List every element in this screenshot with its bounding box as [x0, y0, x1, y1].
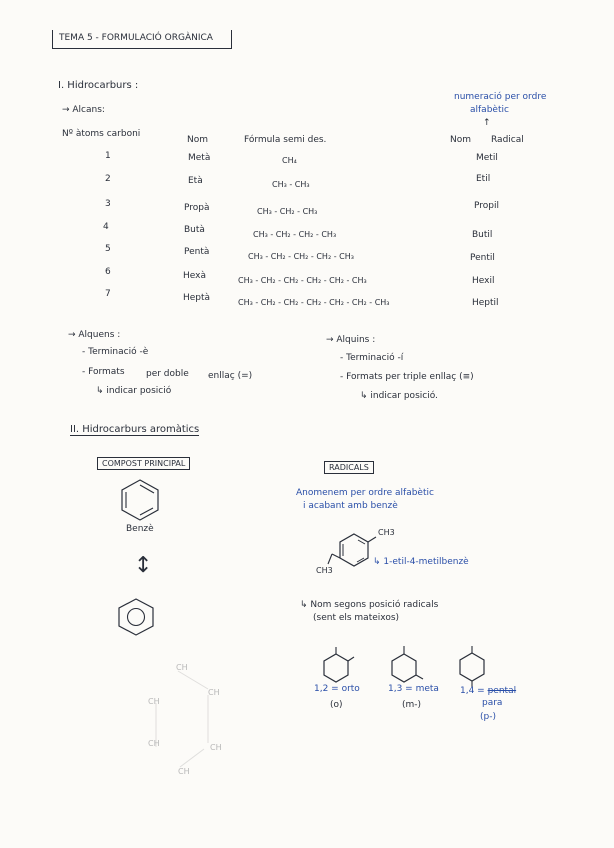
- alquins-title: → Alquins :: [326, 335, 376, 345]
- compost-principal-label: COMPOST PRINCIPAL: [102, 459, 186, 468]
- radicals-label: RADICALS: [329, 463, 369, 472]
- meta-abbr: (m-): [402, 700, 422, 710]
- row-name: Metà: [188, 153, 211, 163]
- row-formula: CH₃ - CH₃: [272, 180, 310, 189]
- row-atoms: 4: [103, 222, 109, 232]
- radicals-box: [324, 461, 374, 474]
- row-radical: Propil: [474, 201, 499, 211]
- row-atoms: 1: [105, 151, 111, 161]
- row-name: Propà: [184, 203, 210, 213]
- row-formula: CH₃ - CH₂ - CH₂ - CH₂ - CH₂ - CH₃: [238, 276, 367, 285]
- numbering-note-line1: numeració per ordre: [454, 92, 547, 102]
- alquens-title: → Alquens :: [68, 330, 121, 340]
- example-name: ↳ 1-etil-4-metilbenzè: [373, 557, 469, 567]
- row-formula: CH₃ - CH₂ - CH₃: [257, 207, 318, 216]
- row-name: Pentà: [184, 247, 210, 257]
- row-radical: Metil: [476, 153, 498, 163]
- compost-principal-box: [97, 457, 190, 470]
- col-name-header: Nom: [187, 135, 209, 145]
- row-formula: CH₃ - CH₂ - CH₂ - CH₂ - CH₃: [248, 252, 354, 261]
- meta-label: 1,3 = meta: [388, 684, 439, 694]
- benzene-kekule-structure: [118, 476, 162, 524]
- alquins-line2: - Formats per triple enllaç (≡): [340, 372, 474, 382]
- col-atoms-header: Nº àtoms carboni: [62, 129, 141, 139]
- row-name: Hexà: [183, 271, 206, 281]
- row-formula: CH₃ - CH₂ - CH₂ - CH₂ - CH₂ - CH₂ - CH₃: [238, 298, 390, 307]
- para-abbr: (p-): [480, 712, 496, 722]
- radicals-note-line2: i acabant amb benzè: [303, 501, 398, 511]
- ghost-ch-right-upper: CH: [208, 688, 220, 697]
- alquens-line2c: enllaç (=): [208, 371, 253, 381]
- page-title: TEMA 5 - FORMULACIÓ ORGÀNICA: [59, 33, 213, 43]
- alquens-line2b: per doble: [146, 369, 189, 379]
- row-atoms: 5: [105, 244, 111, 254]
- ortho-label: 1,2 = orto: [314, 684, 360, 694]
- row-name: Butà: [184, 225, 205, 235]
- col-name2-header: Nom: [450, 135, 472, 145]
- benzene-label: Benzè: [126, 524, 154, 534]
- ortho-structure: [318, 646, 358, 684]
- row-radical: Heptil: [472, 298, 499, 308]
- row-formula: CH₄: [282, 156, 297, 165]
- row-atoms: 3: [105, 199, 111, 209]
- title-box: [52, 30, 232, 49]
- row-formula: CH₃ - CH₂ - CH₂ - CH₃: [253, 230, 337, 239]
- benzene-circle-structure: [116, 596, 156, 638]
- ch3-bottom-label: CH3: [316, 566, 333, 575]
- row-radical: Etil: [476, 174, 491, 184]
- updown-arrow: ↕: [134, 553, 153, 578]
- ortho-abbr: (o): [330, 700, 343, 710]
- row-radical: Hexil: [472, 276, 495, 286]
- position-note-line2: (sent els mateixos): [313, 613, 400, 623]
- row-atoms: 6: [105, 267, 111, 277]
- alquens-line1: - Terminació -è: [82, 347, 149, 357]
- alcans-subheading: → Alcans:: [62, 105, 105, 115]
- ghost-ch-left-upper: CH: [148, 697, 160, 706]
- meta-structure: [388, 644, 428, 684]
- alquens-line2a: - Formats: [82, 367, 125, 377]
- para-label-line1: [460, 687, 516, 697]
- numbering-arrow: ↑: [483, 118, 491, 128]
- ghost-ch-right-lower: CH: [210, 743, 222, 752]
- numbering-note-line2: alfabètic: [470, 105, 509, 115]
- alquins-line3: ↳ indicar posició.: [360, 391, 438, 401]
- ghost-ch-bottom: CH: [178, 767, 190, 776]
- row-atoms: 2: [105, 174, 111, 184]
- section1-heading: I. Hidrocarburs :: [58, 80, 139, 91]
- row-atoms: 7: [105, 289, 111, 299]
- para-prefix: 1,4 =: [460, 686, 485, 696]
- row-radical: Butil: [472, 230, 493, 240]
- row-radical: Pentil: [470, 253, 495, 263]
- alquins-line1: - Terminació -í: [340, 353, 404, 363]
- ghost-ch-top: CH: [176, 663, 188, 672]
- faded-ch-structure: [140, 655, 230, 785]
- para-label: para: [482, 698, 503, 708]
- para-structure: [456, 644, 492, 688]
- alquens-line3: ↳ indicar posició: [96, 386, 172, 396]
- position-note-line1: ↳ Nom segons posició radicals: [300, 600, 439, 610]
- col-radical-header: Radical: [491, 135, 524, 145]
- ghost-ch-left-lower: CH: [148, 739, 160, 748]
- para-struck-word: pental: [487, 686, 517, 696]
- ch3-top-label: CH3: [378, 528, 395, 537]
- row-name: Età: [188, 176, 203, 186]
- col-formula-header: Fórmula semi des.: [244, 135, 327, 145]
- section2-heading: [70, 424, 199, 435]
- row-name: Heptà: [183, 293, 211, 303]
- section2-heading-text: II. Hidrocarburs aromàtics: [70, 424, 200, 435]
- radicals-note-line1: Anomenem per ordre alfabètic: [296, 488, 434, 498]
